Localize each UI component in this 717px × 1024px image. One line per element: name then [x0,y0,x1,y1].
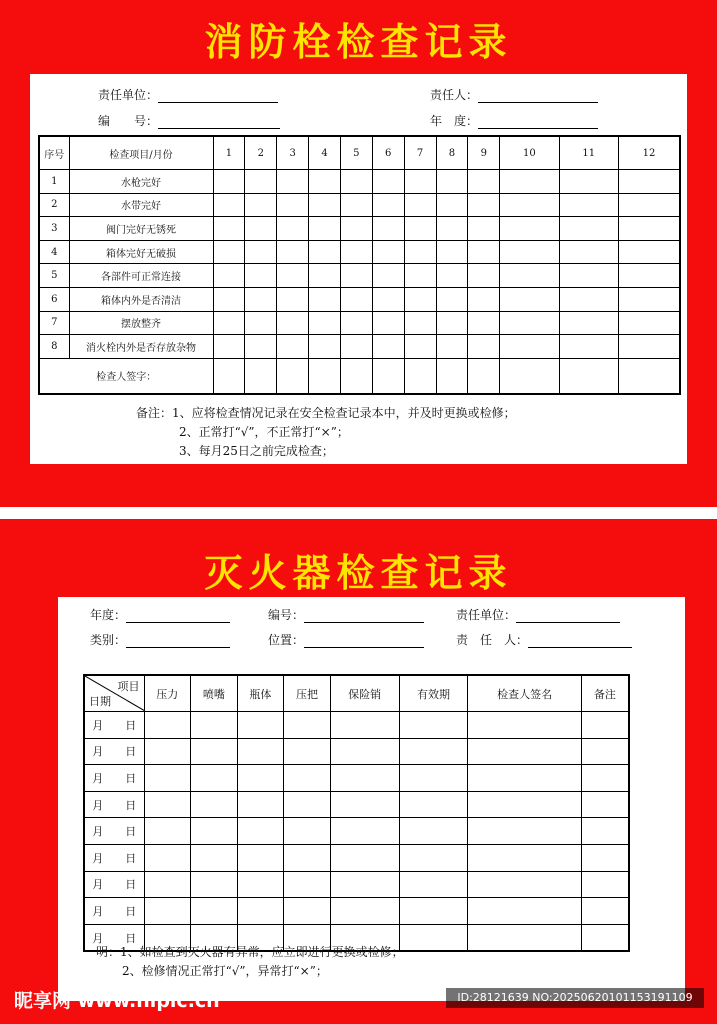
ext-date-cell: 月 日 [84,791,144,818]
check-cell[interactable] [559,193,618,217]
ext-check-cell[interactable] [144,791,191,818]
ext-header-row [84,675,629,712]
check-cell[interactable] [436,264,468,288]
hydrant-signature-row [39,358,680,394]
hydrant-row [39,311,680,335]
check-cell[interactable] [309,311,341,335]
signature-cell[interactable] [404,358,436,394]
ext-col-header: 压力 [144,675,191,712]
check-cell[interactable] [436,311,468,335]
check-cell[interactable] [436,170,468,194]
ext-type-line[interactable] [126,634,230,648]
signature-cell[interactable] [372,358,404,394]
check-cell[interactable] [245,240,277,264]
check-cell[interactable] [340,193,372,217]
month-header: 11 [559,136,618,170]
ext-check-cell[interactable] [284,765,331,792]
month-header: 10 [500,136,559,170]
ext-check-cell[interactable] [144,871,191,898]
check-cell[interactable] [245,193,277,217]
check-cell[interactable] [213,217,245,241]
month-header: 5 [340,136,372,170]
ext-check-cell[interactable] [330,844,399,871]
ext-check-cell[interactable] [284,871,331,898]
ext-type-label: 类别： [90,633,127,647]
ext-col-header: 检查人签名 [468,675,581,712]
check-cell[interactable] [468,240,500,264]
check-cell[interactable] [372,264,404,288]
check-cell[interactable] [245,335,277,359]
check-cell[interactable] [213,193,245,217]
check-cell[interactable] [213,264,245,288]
ext-check-cell[interactable] [468,844,581,871]
month-header: 7 [404,136,436,170]
ext-check-cell[interactable] [399,791,468,818]
ext-check-cell[interactable] [284,738,331,765]
ext-check-cell[interactable] [468,818,581,845]
ext-check-cell[interactable] [144,898,191,925]
check-cell[interactable] [468,335,500,359]
ext-col-header: 喷嘴 [191,675,238,712]
check-cell[interactable] [500,311,559,335]
check-cell[interactable] [372,240,404,264]
hydrant-person-line[interactable] [478,89,598,103]
hydrant-sheet [30,74,687,464]
check-cell[interactable] [500,264,559,288]
check-cell[interactable] [404,335,436,359]
month-header: 2 [245,136,277,170]
ext-year-line[interactable] [126,609,230,623]
check-cell[interactable] [404,170,436,194]
ext-check-cell[interactable] [284,898,331,925]
ext-type-field [90,631,230,648]
ext-check-cell[interactable] [191,898,238,925]
check-cell[interactable] [559,335,618,359]
ext-check-cell[interactable] [144,738,191,765]
ext-check-cell[interactable] [191,818,238,845]
row-seq: 3 [39,217,69,241]
check-cell[interactable] [618,217,680,241]
ext-row [84,738,629,765]
row-seq: 7 [39,311,69,335]
ext-row [84,765,629,792]
check-cell[interactable] [277,335,309,359]
ext-check-cell[interactable] [581,765,629,792]
ext-check-cell[interactable] [399,818,468,845]
check-cell[interactable] [340,287,372,311]
ext-check-cell[interactable] [144,818,191,845]
ext-check-cell[interactable] [581,844,629,871]
check-cell[interactable] [500,193,559,217]
row-item: 水带完好 [69,193,213,217]
ext-check-cell[interactable] [237,898,284,925]
ext-check-cell[interactable] [399,738,468,765]
ext-check-cell[interactable] [581,712,629,739]
hydrant-col-item: 检查项目/月份 [69,136,213,170]
signature-cell[interactable] [245,358,277,394]
ext-number-line[interactable] [304,609,424,623]
check-cell[interactable] [618,311,680,335]
check-cell[interactable] [372,193,404,217]
check-cell[interactable] [404,287,436,311]
ext-check-cell[interactable] [284,844,331,871]
ext-col-header: 压把 [284,675,331,712]
hydrant-row [39,193,680,217]
check-cell[interactable] [277,193,309,217]
check-cell[interactable] [500,240,559,264]
check-cell[interactable] [559,240,618,264]
ext-location-field [268,631,424,648]
check-cell[interactable] [309,335,341,359]
month-header: 4 [309,136,341,170]
extinguisher-title: 灭火器检查记录 [204,551,513,595]
ext-check-cell[interactable] [284,818,331,845]
ext-check-cell[interactable] [399,924,468,951]
ext-check-cell[interactable] [330,791,399,818]
ext-year-field [90,606,230,623]
hydrant-row [39,335,680,359]
row-seq: 8 [39,335,69,359]
check-cell[interactable] [404,240,436,264]
check-cell[interactable] [618,193,680,217]
hydrant-note: 备注：1、应将检查情况记录在安全检查记录本中，并及时更换或检修； [136,406,516,420]
ext-check-cell[interactable] [284,791,331,818]
ext-row [84,791,629,818]
check-cell[interactable] [372,170,404,194]
ext-date-cell: 月 日 [84,871,144,898]
check-cell[interactable] [277,287,309,311]
hydrant-unit-label: 责任单位： [98,88,159,102]
ext-note: 明：1、如检查到灭火器有异常，应立即进行更换或检修； [96,945,404,959]
check-cell[interactable] [372,335,404,359]
check-cell[interactable] [245,217,277,241]
check-cell[interactable] [618,240,680,264]
ext-check-cell[interactable] [144,712,191,739]
check-cell[interactable] [559,217,618,241]
ext-row [84,844,629,871]
check-cell[interactable] [245,311,277,335]
hydrant-row [39,217,680,241]
hydrant-unit-field [98,86,278,103]
month-header: 6 [372,136,404,170]
row-item: 消火栓内外是否存放杂物 [69,335,213,359]
ext-notes [96,943,404,981]
check-cell[interactable] [559,170,618,194]
check-cell[interactable] [618,287,680,311]
check-cell[interactable] [340,240,372,264]
check-cell[interactable] [309,193,341,217]
ext-person-label: 责 任 人： [456,633,529,647]
hydrant-header-row [39,136,680,170]
row-seq: 1 [39,170,69,194]
ext-check-cell[interactable] [581,924,629,951]
row-item: 箱体完好无破损 [69,240,213,264]
check-cell[interactable] [309,287,341,311]
ext-date-cell: 月 日 [84,818,144,845]
ext-check-cell[interactable] [581,871,629,898]
ext-check-cell[interactable] [330,871,399,898]
ext-check-cell[interactable] [399,871,468,898]
watermark-id: ID:28121639 NO:20250620101153191109 [446,988,704,1008]
check-cell[interactable] [277,240,309,264]
ext-check-cell[interactable] [237,791,284,818]
signature-cell[interactable] [340,358,372,394]
check-cell[interactable] [436,335,468,359]
ext-col-header: 有效期 [399,675,468,712]
ext-year-label: 年度： [90,608,127,622]
hydrant-year-line[interactable] [478,115,598,129]
ext-location-line[interactable] [304,634,424,648]
ext-col-header: 保险销 [330,675,399,712]
ext-col-header: 备注 [581,675,629,712]
ext-check-cell[interactable] [330,765,399,792]
ext-check-cell[interactable] [284,712,331,739]
check-cell[interactable] [404,311,436,335]
ext-check-cell[interactable] [237,818,284,845]
hydrant-row [39,264,680,288]
ext-check-cell[interactable] [191,738,238,765]
hydrant-person-field [430,86,598,103]
ext-check-cell[interactable] [237,712,284,739]
signature-cell[interactable] [500,358,559,394]
check-cell[interactable] [213,311,245,335]
check-cell[interactable] [468,193,500,217]
hydrant-number-line[interactable] [158,115,280,129]
ext-note: 2、检修情况正常打“√”，异常打“×”； [122,964,328,978]
signature-cell[interactable] [277,358,309,394]
hydrant-number-label: 编 号： [98,114,159,128]
hydrant-year-field [430,112,598,129]
ext-corner-item: 项目 [117,680,140,693]
check-cell[interactable] [618,335,680,359]
check-cell[interactable] [309,240,341,264]
hydrant-note: 2、正常打“√”，不正常打“×”； [179,425,349,439]
signature-cell[interactable] [213,358,245,394]
check-cell[interactable] [309,170,341,194]
hydrant-signature-label: 检查人签字： [39,358,213,394]
hydrant-panel [0,0,717,507]
check-cell[interactable] [340,264,372,288]
check-cell[interactable] [245,287,277,311]
signature-cell[interactable] [309,358,341,394]
hydrant-col-seq: 序号 [39,136,69,170]
check-cell[interactable] [436,217,468,241]
ext-check-cell[interactable] [399,844,468,871]
month-header: 1 [213,136,245,170]
hydrant-person-label: 责任人： [430,88,479,102]
ext-check-cell[interactable] [468,765,581,792]
signature-cell[interactable] [559,358,618,394]
ext-check-cell[interactable] [468,924,581,951]
ext-row [84,712,629,739]
ext-check-cell[interactable] [237,738,284,765]
row-item: 各部件可正常连接 [69,264,213,288]
ext-col-header: 瓶体 [237,675,284,712]
ext-check-cell[interactable] [237,844,284,871]
ext-check-cell[interactable] [581,791,629,818]
check-cell[interactable] [468,217,500,241]
check-cell[interactable] [277,170,309,194]
ext-corner-cell [84,675,144,712]
hydrant-row [39,170,680,194]
hydrant-unit-line[interactable] [158,89,278,103]
check-cell[interactable] [436,287,468,311]
check-cell[interactable] [340,217,372,241]
check-cell[interactable] [372,217,404,241]
month-header: 9 [468,136,500,170]
row-item: 箱体内外是否清洁 [69,287,213,311]
ext-check-cell[interactable] [330,818,399,845]
check-cell[interactable] [436,193,468,217]
ext-check-cell[interactable] [191,791,238,818]
check-cell[interactable] [500,287,559,311]
ext-row [84,871,629,898]
row-seq: 2 [39,193,69,217]
check-cell[interactable] [277,311,309,335]
ext-check-cell[interactable] [191,765,238,792]
hydrant-row [39,240,680,264]
ext-unit-field [456,606,620,623]
check-cell[interactable] [309,264,341,288]
ext-check-cell[interactable] [399,712,468,739]
ext-check-cell[interactable] [191,844,238,871]
ext-number-label: 编号： [268,608,305,622]
ext-check-cell[interactable] [330,738,399,765]
hydrant-year-label: 年 度： [430,114,479,128]
ext-check-cell[interactable] [581,898,629,925]
month-header: 8 [436,136,468,170]
row-item: 摆放整齐 [69,311,213,335]
ext-person-line[interactable] [528,634,632,648]
ext-location-label: 位置： [268,633,305,647]
ext-check-cell[interactable] [144,844,191,871]
check-cell[interactable] [372,287,404,311]
check-cell[interactable] [404,217,436,241]
check-cell[interactable] [372,311,404,335]
row-seq: 6 [39,287,69,311]
ext-check-cell[interactable] [144,765,191,792]
ext-check-cell[interactable] [399,765,468,792]
check-cell[interactable] [213,170,245,194]
hydrant-note: 3、每月25日之前完成检查； [179,444,334,458]
check-cell[interactable] [340,335,372,359]
ext-check-cell[interactable] [468,871,581,898]
row-item: 阀门完好无锈死 [69,217,213,241]
check-cell[interactable] [500,170,559,194]
check-cell[interactable] [618,170,680,194]
ext-date-cell: 月 日 [84,712,144,739]
check-cell[interactable] [468,311,500,335]
check-cell[interactable] [468,264,500,288]
extinguisher-sheet [58,597,685,1001]
check-cell[interactable] [436,240,468,264]
ext-date-cell: 月 日 [84,898,144,925]
extinguisher-panel [0,519,717,1024]
month-header: 3 [277,136,309,170]
row-seq: 5 [39,264,69,288]
check-cell[interactable] [213,287,245,311]
signature-cell[interactable] [468,358,500,394]
ext-date-cell: 月 日 [84,765,144,792]
ext-date-cell: 月 日 [84,738,144,765]
ext-check-cell[interactable] [191,712,238,739]
signature-cell[interactable] [436,358,468,394]
check-cell[interactable] [245,264,277,288]
check-cell[interactable] [468,287,500,311]
row-seq: 4 [39,240,69,264]
check-cell[interactable] [277,264,309,288]
ext-check-cell[interactable] [468,712,581,739]
check-cell[interactable] [213,240,245,264]
ext-date-cell: 月 日 [84,924,144,951]
hydrant-row [39,287,680,311]
row-item: 水枪完好 [69,170,213,194]
check-cell[interactable] [559,264,618,288]
watermark-logo: 昵享网 www.nipic.cn [14,990,220,1012]
check-cell[interactable] [500,217,559,241]
ext-date-cell: 月 日 [84,844,144,871]
check-cell[interactable] [340,170,372,194]
ext-check-cell[interactable] [468,738,581,765]
ext-check-cell[interactable] [237,871,284,898]
ext-check-cell[interactable] [330,898,399,925]
ext-person-field [456,631,632,648]
ext-check-cell[interactable] [191,871,238,898]
check-cell[interactable] [340,311,372,335]
check-cell[interactable] [500,335,559,359]
ext-check-cell[interactable] [581,818,629,845]
hydrant-number-field [98,112,280,129]
check-cell[interactable] [309,217,341,241]
check-cell[interactable] [245,170,277,194]
ext-check-cell[interactable] [330,712,399,739]
ext-check-cell[interactable] [468,898,581,925]
hydrant-table [38,135,681,395]
check-cell[interactable] [618,264,680,288]
month-header: 12 [618,136,680,170]
check-cell[interactable] [559,311,618,335]
ext-check-cell[interactable] [399,898,468,925]
extinguisher-table [83,674,630,952]
check-cell[interactable] [404,264,436,288]
check-cell[interactable] [468,170,500,194]
ext-row [84,898,629,925]
ext-number-field [268,606,424,623]
hydrant-notes [136,404,516,461]
ext-unit-label: 责任单位： [456,608,517,622]
ext-check-cell[interactable] [468,791,581,818]
check-cell[interactable] [404,193,436,217]
ext-unit-line[interactable] [516,609,620,623]
check-cell[interactable] [277,217,309,241]
ext-check-cell[interactable] [581,738,629,765]
check-cell[interactable] [213,335,245,359]
ext-row [84,818,629,845]
check-cell[interactable] [559,287,618,311]
ext-corner-date: 日期 [89,695,111,708]
signature-cell[interactable] [618,358,680,394]
ext-check-cell[interactable] [237,765,284,792]
hydrant-title: 消防栓检查记录 [204,20,513,64]
